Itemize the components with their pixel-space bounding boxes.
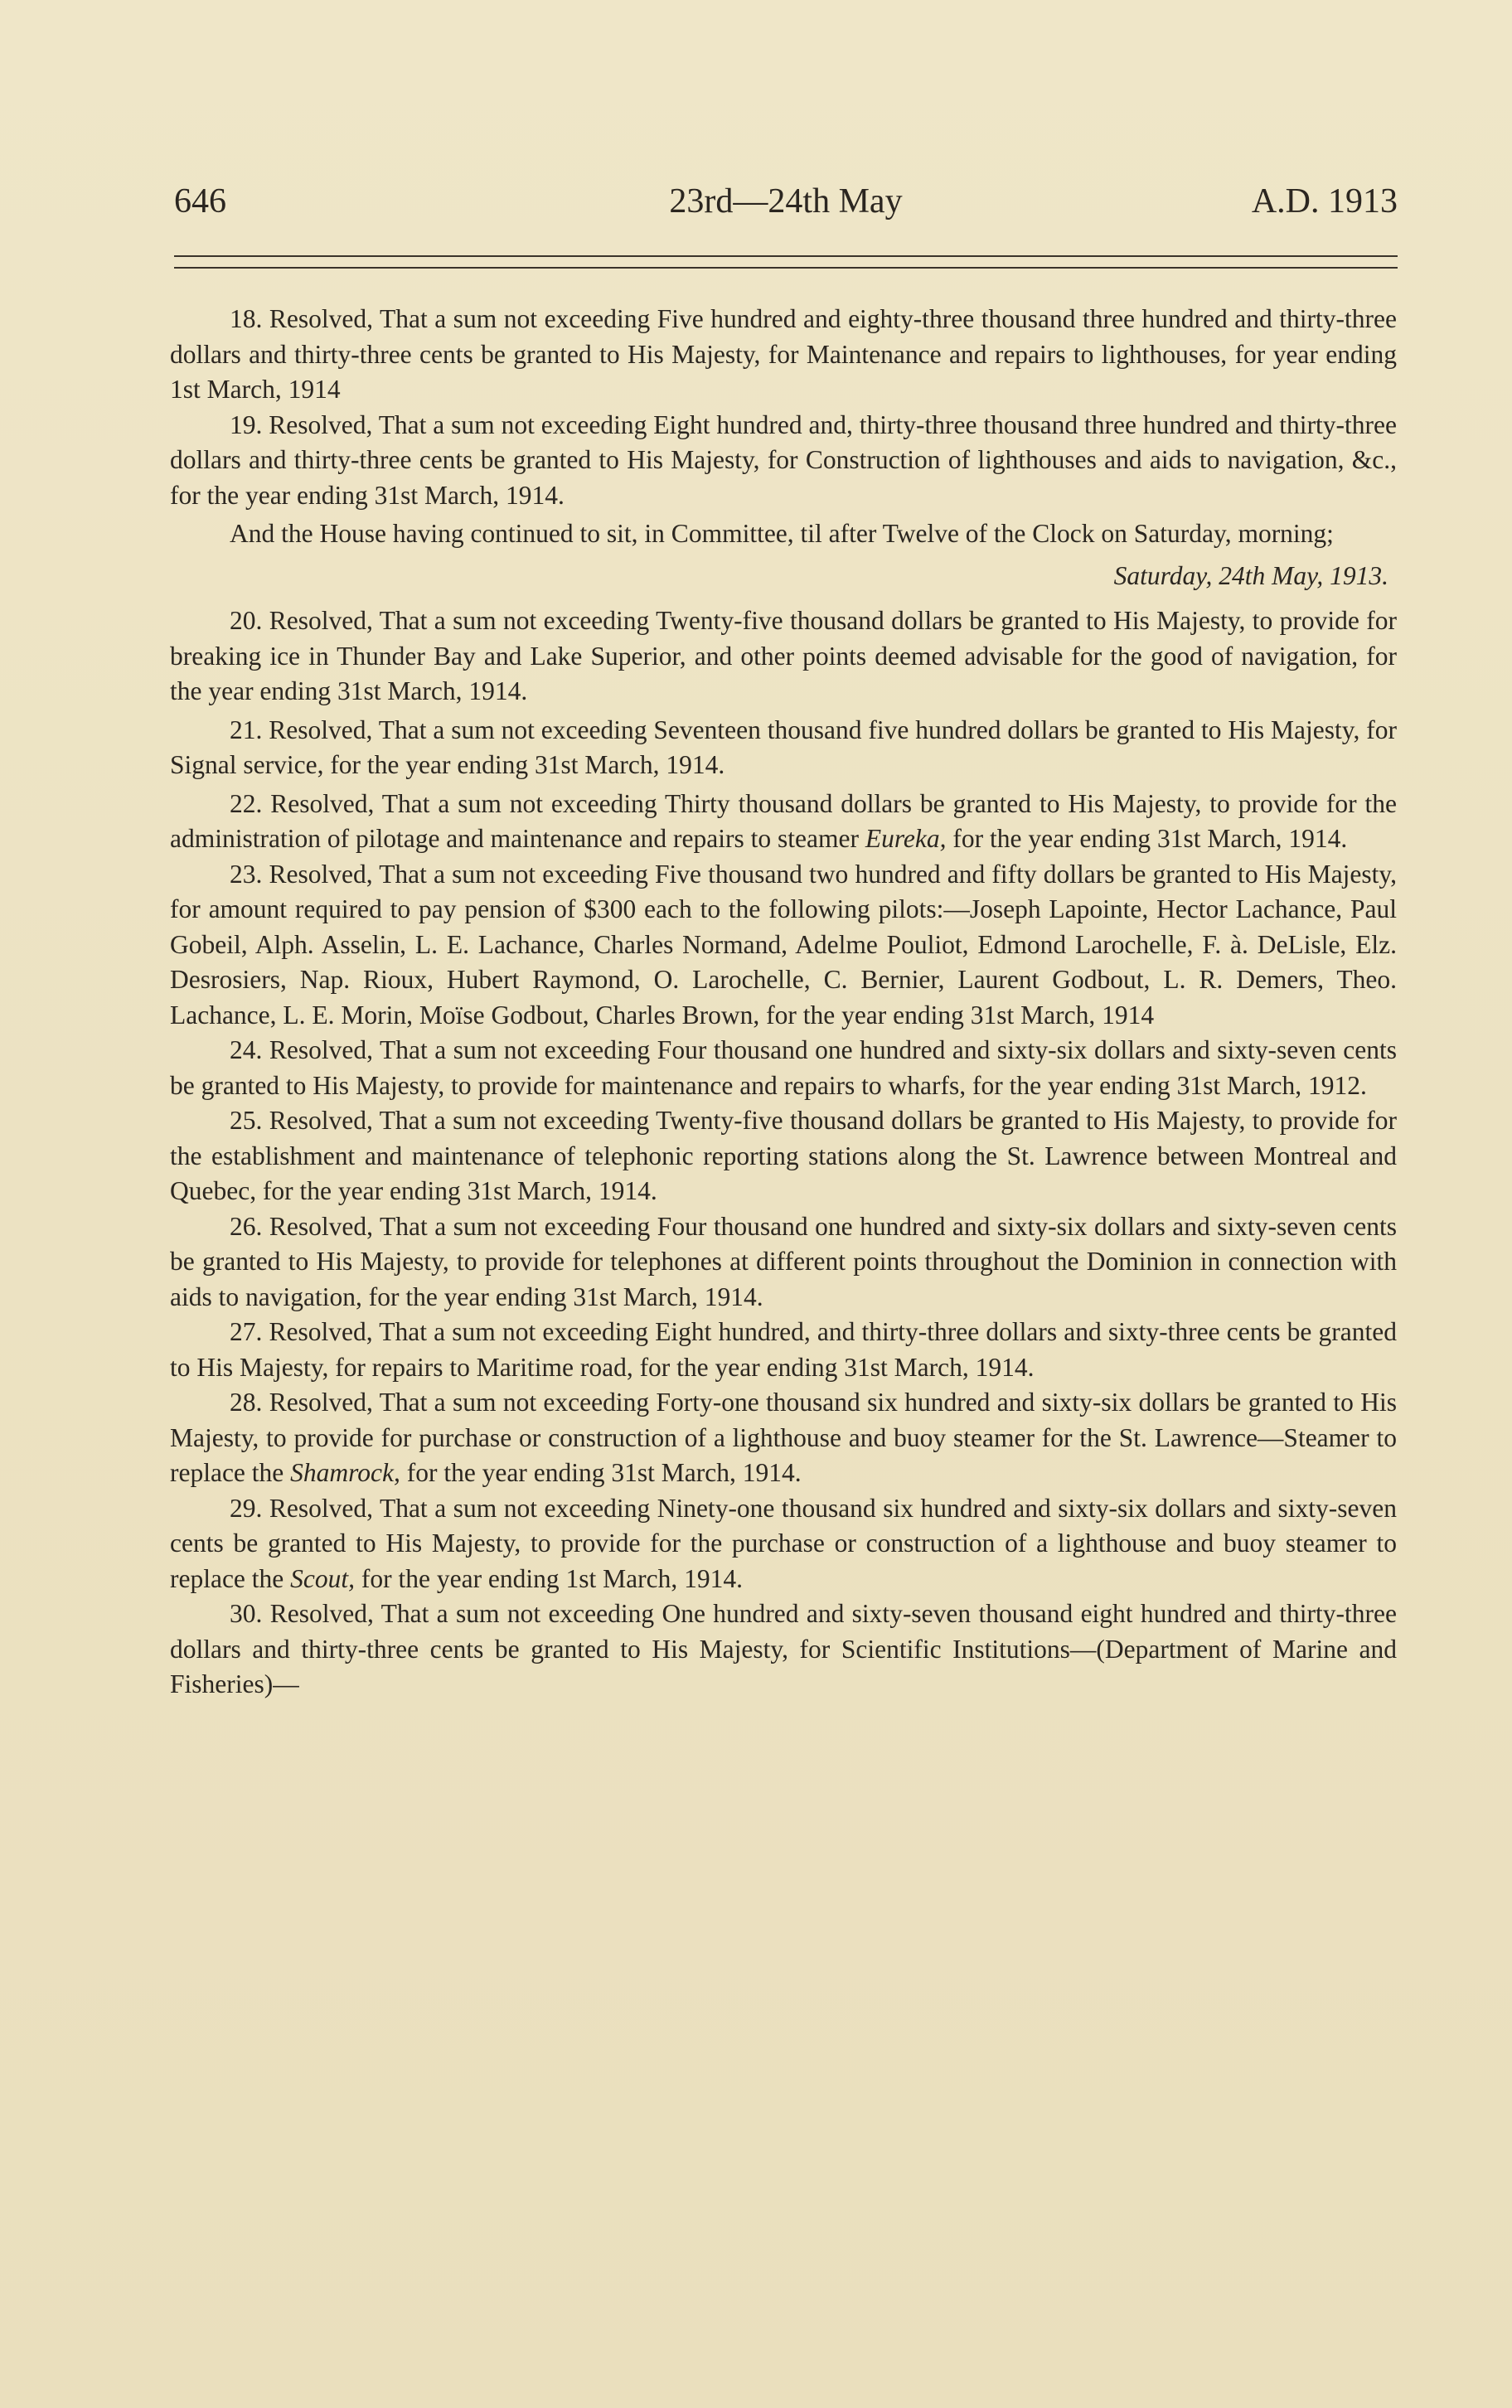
resolution-29-text: 29. Resolved, That a sum not exceeding Ninety-one thousand six hundred and sixty-six dollars and sixty-seven cents be granted to His Majesty, to provide for the purchase or construction of a lighthouse and buoy steamer to replace the [170, 1493, 1397, 1593]
resolution-28-ship-name: Shamrock, [290, 1458, 400, 1487]
resolution-22-text-end: for the year ending 31st March, 1914. [946, 824, 1348, 853]
document-body [170, 302, 1397, 1703]
resolution-27: 27. Resolved, That a sum not exceeding Eight hundred, and thirty-three dollars and sixty-three cents be granted to His Majesty, for repairs to Maritime road, for the year ending 31st March, 1914. [170, 1317, 1397, 1382]
resolution-29-text-end: for the year ending 1st March, 1914. [355, 1563, 744, 1593]
session-date-line: Saturday, 24th May, 1913. [1113, 560, 1388, 590]
resolution-22 [170, 787, 1397, 857]
resolution-18: 18. Resolved, That a sum not exceeding Five hundred and eighty-three thousand three hundred and thirty-three dollars and thirty-three cents be granted to His Majesty, for Maintenance and repairs to lighthouses, for year ending 1st March, 1914 [170, 304, 1397, 404]
resolution-29-ship-name: Scout, [290, 1563, 356, 1593]
resolution-26: 26. Resolved, That a sum not exceeding Four thousand one hundred and sixty-six dollars and sixty-seven cents be granted to His Majesty, to provide for telephones at different points throughout the Dominion in connection with aids to navigation, for the year ending 31st March, 1914. [170, 1211, 1397, 1311]
resolution-30: 30. Resolved, That a sum not exceeding One hundred and sixty-seven thousand eight hundred and thirty-three dollars and thirty-three cents be granted to His Majesty, for Scientific Institutions—(Department of Marine and Fisheries)— [170, 1599, 1397, 1698]
header-rule-top [174, 255, 1398, 257]
resolution-29 [170, 1491, 1397, 1597]
resolution-22-ship-name: Eureka, [865, 824, 947, 853]
resolution-28-text-end: for the year ending 31st March, 1914. [400, 1458, 802, 1487]
header-date-range: 23rd—24th May [669, 182, 903, 220]
resolution-24: 24. Resolved, That a sum not exceeding Four thousand one hundred and sixty-six dollars and sixty-seven cents be granted to His Majesty, to provide for maintenance and repairs to wharfs, for the year ending 31st March, 1912. [170, 1035, 1397, 1100]
resolution-25: 25. Resolved, That a sum not exceeding Twenty-five thousand dollars be granted to His Majesty, to provide for the establishment and maintenance of telephonic reporting stations along the St. Lawrence between Montreal and Quebec, for the year ending 31st March, 1914. [170, 1106, 1397, 1205]
resolution-21: 21. Resolved, That a sum not exceeding Seventeen thousand five hundred dollars be granted to His Majesty, for Signal service, for the year ending 31st March, 1914. [170, 715, 1397, 779]
page-number: 646 [174, 182, 226, 220]
resolution-19: 19. Resolved, That a sum not exceeding Eight hundred and, thirty-three thousand three hundred and thirty-three dollars and thirty-three cents be granted to His Majesty, for Construction of lighthouses and aids to navigation, &c., for the year ending 31st March, 1914. [170, 409, 1397, 510]
resolution-28 [170, 1385, 1397, 1491]
resolution-28-text: 28. Resolved, That a sum not exceeding Forty-one thousand six hundred and sixty-six dollars be granted to His Majesty, to provide for purchase or construction of a lighthouse and buoy steamer for the St. Lawrence—Steamer to replace the [170, 1388, 1397, 1487]
resolution-23: 23. Resolved, That a sum not exceeding Five thousand two hundred and fifty dollars be granted to His Majesty, for amount required to pay pension of $300 each to the following pilots:—Joseph Lapointe, Hector Lachance, Paul Gobeil, Alph. Asselin, L. E. Lachance, Charles Normand, Adelme Pouliot, Edmond Larochelle, F. à. DeLisle, Elz. Desrosiers, Nap. Rioux, Hubert Raymond, O. Larochelle, C. Bernier, Laurent Godbout, L. R. Demers, Theo. Lachance, L. E. Morin, Moïse Godbout, Charles Brown, for the year ending 31st March, 1914 [170, 859, 1397, 1030]
resolution-22-text: 22. Resolved, That a sum not exceeding Thirty thousand dollars be granted to His Majesty, to provide for the administration of pilotage and maintenance and repairs to steamer [170, 788, 1397, 853]
header-year: A.D. 1913 [1251, 182, 1398, 220]
resolution-20: 20. Resolved, That a sum not exceeding Twenty-five thousand dollars be granted to His Majesty, to provide for breaking ice in Thunder Bay and Lake Superior, and other points deemed advisable for the good of navigation, for the year ending 31st March, 1914. [170, 606, 1397, 705]
house-sitting-note: And the House having continued to sit, in Committee, til after Twelve of the Clock on Saturday, morning; [230, 519, 1334, 548]
page-header [174, 172, 1398, 230]
header-rule-bottom [174, 267, 1398, 269]
